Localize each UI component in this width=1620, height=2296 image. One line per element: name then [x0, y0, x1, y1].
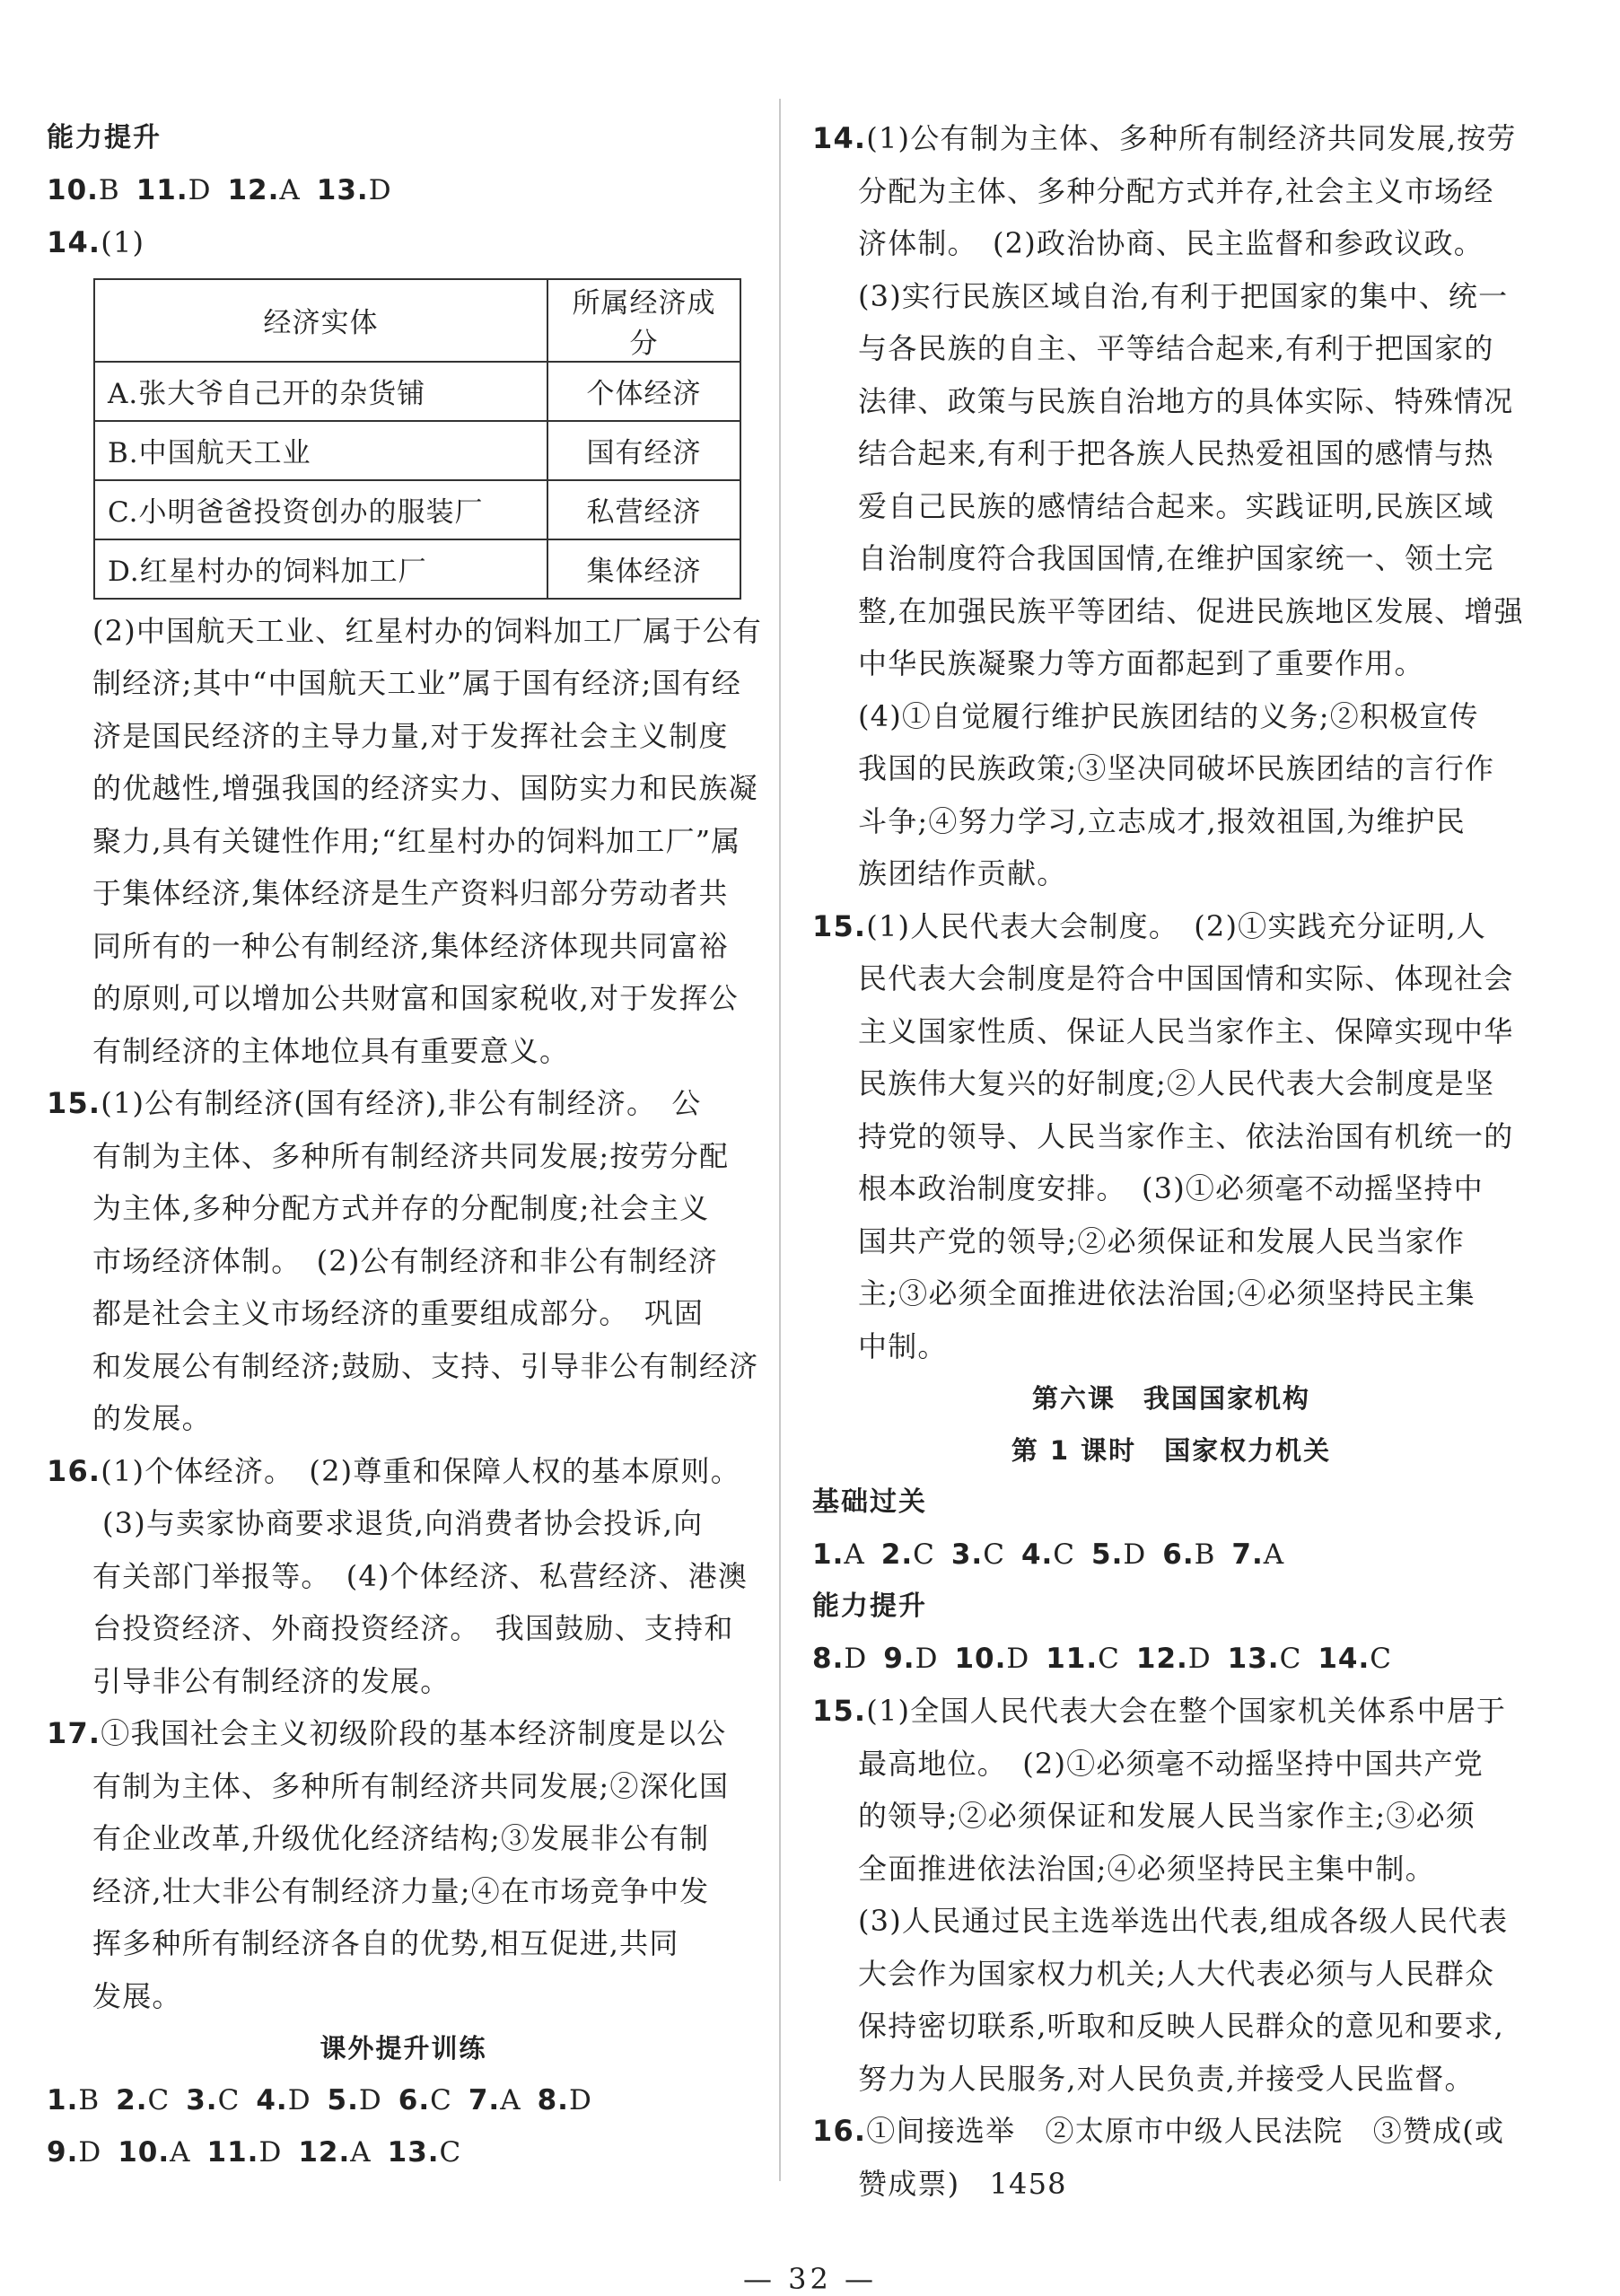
table-row [94, 362, 740, 421]
answer-item [954, 1643, 1029, 1675]
text-line: 努力为人民服务,对人民负责,并接受人民监督。 [858, 2061, 1475, 2096]
text-line: 民族伟大复兴的好制度;②人民代表大会制度是坚 [858, 1066, 1495, 1100]
table-header: 所属经济成分 [547, 279, 740, 362]
answer-number: 14. [1318, 1643, 1370, 1675]
question-15b [812, 1685, 1530, 2105]
answer-number: 6. [398, 2084, 431, 2116]
question-number: 16. [812, 2114, 867, 2148]
answer-letter: D [358, 2084, 382, 2116]
answer-item [317, 174, 392, 206]
answer-number: 2. [880, 1538, 914, 1571]
text-line: 的领导;②必须保证和发展人民当家作主;③必须 [858, 1799, 1476, 1833]
answer-number: 9. [883, 1643, 915, 1675]
text-line: (1)人民代表大会制度。 (2)①实践充分证明,人 [866, 908, 1487, 943]
answer-row [47, 2074, 760, 2126]
text-line: 经济,壮大非公有制经济力量;④在市场竞争中发 [92, 1873, 710, 1908]
text-line: (1)个体经济。 (2)尊重和保障人权的基本原则。 [101, 1453, 740, 1488]
answer-letter: C [439, 2136, 462, 2169]
answer-letter: C [217, 2084, 241, 2116]
text-line: ①我国社会主义初级阶段的基本经济制度是以公 [101, 1716, 727, 1750]
answer-letter: D [368, 174, 392, 206]
text-line: 全面推进依法治国;④必须坚持民主集中制。 [858, 1851, 1435, 1886]
question-14 [812, 112, 1530, 900]
answer-letter: C [913, 1538, 935, 1571]
text-line: 国共产党的领导;②必须保证和发展人民当家作 [858, 1223, 1465, 1258]
text-line: 和发展公有制经济;鼓励、支持、引导非公有制经济 [92, 1348, 759, 1383]
answer-number: 12. [1135, 1643, 1188, 1675]
answer-number: 1. [812, 1538, 845, 1571]
text-line: 有制经济的主体地位具有重要意义。 [92, 1033, 570, 1068]
answer-row [47, 164, 760, 216]
table-cell: C.小明爸爸投资创办的服装厂 [94, 480, 547, 539]
text-line: 斗争;④努力学习,立志成才,报效祖国,为维护民 [858, 803, 1466, 838]
table-header: 经济实体 [94, 279, 547, 362]
answer-item [47, 174, 120, 206]
table-row [94, 539, 740, 599]
text-line: 同所有的一种公有制经济,集体经济体现共同富裕 [92, 928, 729, 963]
table-cell: 集体经济 [547, 539, 740, 599]
answer-item [883, 1643, 938, 1675]
answer-number: 10. [954, 1643, 1007, 1675]
text-line: 制经济;其中“中国航天工业”属于国有经济;国有经 [92, 666, 742, 700]
answer-number: 8. [812, 1643, 845, 1675]
answer-letter: A [170, 2136, 191, 2169]
text-line: (1)全国人民代表大会在整个国家机关体系中居于 [866, 1694, 1507, 1728]
answer-number: 12. [298, 2136, 351, 2169]
answer-letter: D [258, 2136, 283, 2169]
page-number: — 32 — [742, 2262, 878, 2296]
answer-number: 13. [387, 2136, 440, 2169]
text-line: 与各民族的自主、平等结合起来,有利于把国家的 [858, 331, 1494, 365]
question-number: 17. [47, 1716, 101, 1750]
answer-item [1231, 1538, 1284, 1571]
question-16 [47, 1445, 760, 1708]
answer-item [538, 2084, 592, 2116]
answer-number: 4. [1020, 1538, 1054, 1571]
q14-part2 [47, 605, 763, 1078]
text-line: 为主体,多种分配方式并存的分配制度;社会主义 [92, 1191, 710, 1225]
answer-item [47, 2084, 100, 2116]
text-line: 大会作为国家权力机关;人大代表必须与人民群众 [858, 1956, 1495, 1991]
answer-letter: D [1006, 1643, 1030, 1675]
answer-item [1318, 1643, 1392, 1675]
section-heading: 能力提升 [812, 1591, 927, 1622]
text-line: 有关部门举报等。 (4)个体经济、私营经济、港澳 [92, 1558, 749, 1593]
answer-number: 13. [316, 174, 369, 206]
question-number: 15. [812, 908, 867, 943]
question-14 [47, 216, 760, 269]
text-line: (3)实行民族区域自治,有利于把国家的集中、统一 [858, 278, 1509, 313]
answer-number: 6. [1162, 1538, 1195, 1571]
answer-letter: A [350, 2136, 372, 2169]
question-15 [812, 900, 1530, 1373]
table-cell: A.张大爷自己开的杂货铺 [94, 362, 547, 421]
text-line: 中制。 [858, 1328, 948, 1363]
text-line: 的优越性,增强我国的经济实力、国防实力和民族凝 [92, 771, 758, 805]
answer-item [812, 1538, 865, 1571]
text-line: 整,在加强民族平等团结、促进民族地区发展、增强 [858, 593, 1524, 628]
text-line: 于集体经济,集体经济是生产资料归部分劳动者共 [92, 876, 729, 910]
section-heading: 基础过关 [812, 1486, 927, 1518]
table-cell: D.红星村办的饲料加工厂 [94, 539, 547, 599]
answer-number: 5. [327, 2084, 359, 2116]
text-line: 有制为主体、多种所有制经济共同发展;②深化国 [92, 1768, 730, 1803]
text-line: (4)①自觉履行维护民族团结的义务;②积极宣传 [858, 698, 1479, 733]
text-line: 有制为主体、多种所有制经济共同发展;按劳分配 [92, 1138, 730, 1173]
text-line: ①间接选举 ②太原市中级人民法院 ③赞成(或 [866, 2114, 1505, 2148]
question-number: 15. [47, 1086, 101, 1120]
text-line: 分配为主体、多种分配方式并存,社会主义市场经 [858, 173, 1494, 208]
answer-letter: C [1370, 1643, 1392, 1675]
text-line: 发展。 [92, 1978, 182, 2013]
answer-item [186, 2084, 240, 2116]
text-line: 的发展。 [92, 1401, 212, 1435]
answer-letter: C [1098, 1643, 1120, 1675]
text-line: 挥多种所有制经济各自的优势,相互促进,共同 [92, 1926, 679, 1960]
text-line: 保持密切联系,听取和反映人民群众的意见和要求, [858, 2009, 1504, 2043]
answer-letter: D [1187, 1643, 1212, 1675]
answer-number: 10. [118, 2136, 171, 2169]
answer-item [1021, 1538, 1075, 1571]
answer-letter: D [188, 174, 212, 206]
question-16 [812, 2105, 1530, 2210]
text-line: 法律、政策与民族自治地方的具体实际、特殊情况 [858, 383, 1514, 418]
text-line: 爱自己民族的感情结合起来。实践证明,民族区域 [858, 488, 1494, 523]
right-column [812, 112, 1530, 2210]
answer-item [298, 2136, 371, 2169]
question-15 [47, 1077, 760, 1445]
answer-item [136, 174, 212, 206]
answer-number: 7. [1231, 1538, 1264, 1571]
text-line: (1)公有制为主体、多种所有制经济共同发展,按劳 [866, 121, 1517, 155]
answer-letter: D [78, 2136, 102, 2169]
economy-table [93, 278, 741, 600]
text-line: 中华民族凝聚力等方面都起到了重要作用。 [858, 646, 1424, 680]
table-cell: B.中国航天工业 [94, 421, 547, 480]
answer-number: 11. [136, 174, 188, 206]
answer-number: 5. [1091, 1538, 1124, 1571]
text-line: 济是国民经济的主导力量,对于发挥社会主义制度 [92, 718, 729, 753]
answer-letter: C [430, 2084, 452, 2116]
answer-letter: A [279, 174, 301, 206]
text-line: 族团结作贡献。 [858, 856, 1067, 890]
answer-row [47, 2126, 760, 2178]
answer-number: 8. [537, 2084, 569, 2116]
text-line: (3)人民通过民主选举选出代表,组成各级人民代表 [858, 1904, 1509, 1938]
answer-number: 4. [256, 2084, 288, 2116]
answer-number: 3. [186, 2084, 218, 2116]
answer-item [207, 2136, 283, 2169]
table-header-row [94, 279, 740, 362]
answer-item [227, 174, 300, 206]
table-row [94, 480, 740, 539]
answer-letter: A [1263, 1538, 1285, 1571]
table-row [94, 421, 740, 480]
answer-item [1136, 1643, 1212, 1675]
table-cell: 国有经济 [547, 421, 740, 480]
answer-number: 9. [47, 2136, 79, 2169]
answer-letter: B [98, 174, 120, 206]
text-line: 的原则,可以增加公共财富和国家税收,对于发挥公 [92, 981, 739, 1015]
section-heading: 课外提升训练 [320, 2033, 487, 2064]
answer-letter: D [915, 1643, 939, 1675]
text-line: 引导非公有制经济的发展。 [92, 1663, 451, 1698]
question-number: 15. [812, 1694, 867, 1728]
answer-letter: C [1053, 1538, 1076, 1571]
text-line: 民代表大会制度是符合中国国情和实际、体现社会 [858, 961, 1514, 995]
question-number: 14. [47, 225, 101, 259]
answer-item [1046, 1643, 1120, 1675]
answer-item [468, 2084, 521, 2116]
answer-number: 7. [468, 2084, 501, 2116]
column-divider [779, 99, 781, 2181]
answer-item [812, 1643, 867, 1675]
text-line: 都是社会主义市场经济的重要组成部分。 巩固 [92, 1296, 705, 1330]
text-line: 自治制度符合我国国情,在维护国家统一、领土完 [858, 541, 1494, 575]
answer-number: 12. [227, 174, 280, 206]
table-cell: 个体经济 [547, 362, 740, 421]
question-number: 16. [47, 1453, 101, 1488]
answer-item [118, 2136, 190, 2169]
answer-item [116, 2084, 170, 2116]
lesson-title: 第六课 我国国家机构 [1031, 1383, 1310, 1414]
answer-item [1091, 1538, 1146, 1571]
answer-letter: D [844, 1643, 868, 1675]
question-subpart: (1) [101, 225, 145, 259]
text-line: 济体制。 (2)政治协商、民主监督和参政议政。 [858, 226, 1484, 260]
text-line: 我国的民族政策;③坚决同破坏民族团结的言行作 [858, 751, 1495, 785]
question-number: 14. [812, 121, 867, 155]
text-line: (1)公有制经济(国有经济),非公有制经济。 公 [101, 1086, 702, 1120]
answer-letter: B [78, 2084, 101, 2116]
answer-letter: A [844, 1538, 865, 1571]
answer-letter: B [1194, 1538, 1216, 1571]
answer-item [881, 1538, 935, 1571]
answer-letter: C [983, 1538, 1005, 1571]
answer-item [1162, 1538, 1215, 1571]
answer-letter: D [568, 2084, 592, 2116]
answer-number: 13. [1227, 1643, 1280, 1675]
answer-number: 1. [47, 2084, 79, 2116]
answer-number: 11. [206, 2136, 259, 2169]
answer-item [951, 1538, 1005, 1571]
section-heading: 能力提升 [47, 122, 162, 153]
text-line: 赞成票) 1458 [858, 2166, 1067, 2201]
answer-letter: A [500, 2084, 521, 2116]
text-line: (2)中国航天工业、红星村办的饲料加工厂属于公有 [92, 613, 763, 648]
text-line: (3)与卖家协商要求退货,向消费者协会投诉,向 [102, 1506, 704, 1540]
answer-letter: C [147, 2084, 171, 2116]
answer-number: 3. [950, 1538, 984, 1571]
answer-item [398, 2084, 452, 2116]
left-column [47, 112, 763, 2178]
text-line: 结合起来,有利于把各族人民热爱祖国的感情与热 [858, 436, 1494, 470]
text-line: 台投资经济、外商投资经济。 我国鼓励、支持和 [92, 1611, 734, 1645]
answer-item [1228, 1643, 1302, 1675]
text-line: 最高地位。 (2)①必须毫不动摇坚持中国共产党 [858, 1746, 1484, 1781]
answer-number: 2. [116, 2084, 148, 2116]
text-line: 主;③必须全面推进依法治国;④必须坚持民主集 [858, 1276, 1476, 1310]
answer-number: 11. [1046, 1643, 1099, 1675]
text-line: 有企业改革,升级优化经济结构;③发展非公有制 [92, 1821, 710, 1855]
answer-number: 10. [47, 174, 99, 206]
text-line: 聚力,具有关键性作用;“红星村办的饲料加工厂”属 [92, 823, 741, 858]
answer-item [256, 2084, 311, 2116]
table-cell: 私营经济 [547, 480, 740, 539]
text-line: 根本政治制度安排。 (3)①必须毫不动摇坚持中 [858, 1171, 1484, 1205]
answer-row [812, 1529, 1530, 1581]
text-line: 持党的领导、人民当家作主、依法治国有机统一的 [858, 1118, 1514, 1153]
text-line: 主义国家性质、保证人民当家作主、保障实现中华 [858, 1013, 1514, 1048]
answer-item [388, 2136, 462, 2169]
answer-row [812, 1633, 1530, 1685]
text-line: 市场经济体制。 (2)公有制经济和非公有制经济 [92, 1243, 718, 1278]
answer-item [47, 2136, 101, 2169]
period-title: 第 1 课时 国家权力机关 [1011, 1435, 1332, 1466]
answer-letter: D [287, 2084, 311, 2116]
question-17 [47, 1707, 760, 2022]
answer-item [328, 2084, 382, 2116]
answer-letter: C [1279, 1643, 1302, 1675]
answer-letter: D [1123, 1538, 1147, 1571]
